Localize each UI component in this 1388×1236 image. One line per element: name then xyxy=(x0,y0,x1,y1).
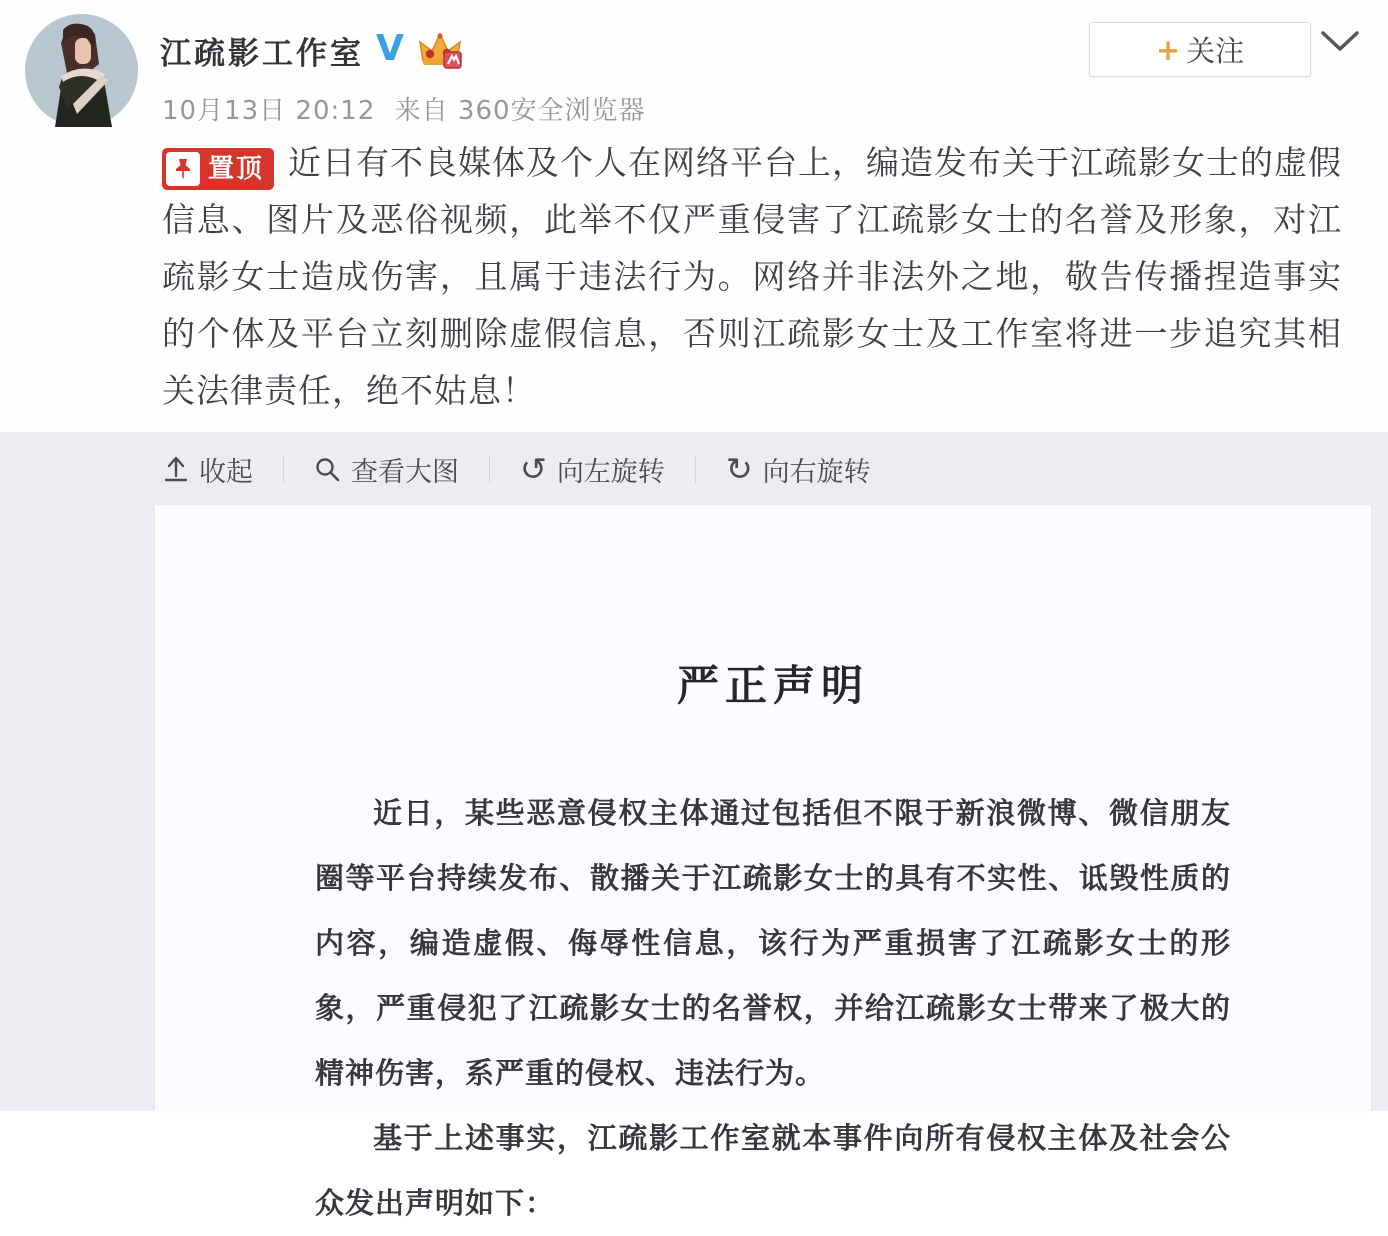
pinned-badge xyxy=(162,148,274,190)
post-text-content: 近日有不良媒体及个人在网络平台上，编造发布关于江疏影女士的虚假信息、图片及恶俗视频，此举不仅严重侵害了江疏影女士的名誉及形象，对江疏影女士造成伤害，且属于违法行为。网络并非法外之地，敬告传播捏造事实的个体及平台立刻删除虚假信息，否则江疏影女士及工作室将进一步追究其相关法律责任，绝不姑息！ xyxy=(162,143,1343,410)
pinned-badge-label: 置顶 xyxy=(208,153,265,184)
post-text xyxy=(162,134,1342,419)
statement-paragraphs xyxy=(315,781,1231,1236)
rotate-right-button[interactable] xyxy=(696,450,901,489)
membership-crown-icon xyxy=(416,30,464,72)
follow-button-label: 关注 xyxy=(1186,34,1245,68)
pushpin-icon xyxy=(166,152,200,186)
statement-body xyxy=(315,653,1231,1236)
statement-document-image[interactable] xyxy=(155,505,1371,1220)
view-large-label: 查看大图 xyxy=(351,456,459,488)
collapse-button[interactable] xyxy=(163,450,283,489)
image-section xyxy=(0,432,1388,1220)
magnifier-icon xyxy=(314,456,341,483)
chevron-down-icon[interactable] xyxy=(1320,30,1360,54)
timestamp: 10月13日 20:12 xyxy=(162,96,376,126)
statement-title: 严正声明 xyxy=(676,661,869,710)
plus-icon: + xyxy=(1155,32,1181,67)
rotate-left-label: 向左旋转 xyxy=(556,456,665,488)
follow-button[interactable] xyxy=(1089,22,1311,77)
collapse-label: 收起 xyxy=(199,456,253,488)
user-row xyxy=(160,28,464,73)
image-toolbar xyxy=(163,446,901,492)
post-section xyxy=(0,0,1388,432)
rotate-left-icon: ↺ xyxy=(520,450,547,488)
username[interactable]: 江疏影工作室 xyxy=(160,36,364,72)
post-source[interactable]: 来自 360安全浏览器 xyxy=(394,96,646,126)
statement-paragraph: 近日，某些恶意侵权主体通过包括但不限于新浪微博、微信朋友圈等平台持续发布、散播关于江疏影女士的具有不实性、诋毁性质的内容，编造虚假、侮辱性信息，该行为严重损害了江疏影女士的形象，严重侵犯了江疏影女士的名誉权，并给江疏影女士带来了极大的精神伤害，系严重的侵权、违法行为。 xyxy=(315,796,1231,1090)
avatar-image xyxy=(25,14,138,127)
rotate-left-button[interactable] xyxy=(490,450,695,489)
post-meta xyxy=(162,90,646,127)
statement-paragraph: 基于上述事实，江疏影工作室就本事件向所有侵权主体及社会公众发出声明如下： xyxy=(315,1121,1231,1220)
rotate-right-label: 向右旋转 xyxy=(762,456,871,488)
verified-v-icon: V xyxy=(376,27,404,69)
avatar[interactable] xyxy=(25,14,138,127)
rotate-right-icon: ↻ xyxy=(725,450,753,488)
collapse-icon xyxy=(163,455,189,483)
view-large-button[interactable] xyxy=(284,450,489,489)
